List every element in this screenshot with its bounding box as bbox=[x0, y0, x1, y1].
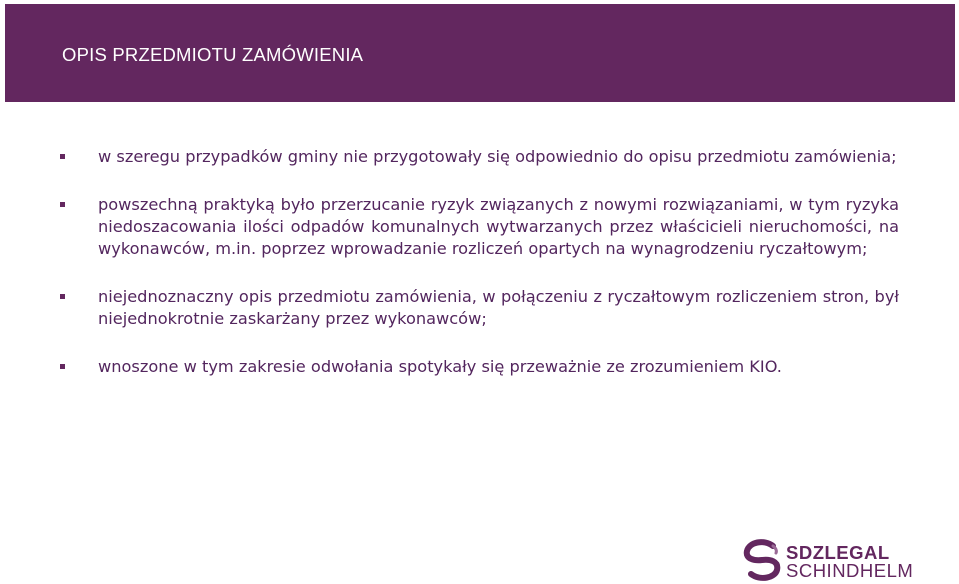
list-item-text: powszechną praktyką było przerzucanie ryzyk związanych z nowymi rozwiązaniami, w tym ryzyka niedoszacowania ilości odpadów komunalnych wytwarzanych przez właścicieli nieruchomości, na wykonawców, m.in. poprzez wprowadzanie rozliczeń opartych na wynagrodzeniu ryczałtowym; bbox=[98, 195, 899, 258]
page-title: OPIS PRZEDMIOTU ZAMÓWIENIA bbox=[62, 44, 364, 65]
list-item-text: wnoszone w tym zakresie odwołania spotykały się przeważnie ze zrozumieniem KIO. bbox=[98, 357, 782, 376]
logo-mark-icon bbox=[742, 539, 782, 581]
logo-text-line1: SDZLEGAL bbox=[786, 542, 890, 563]
list-item bbox=[59, 356, 899, 378]
list-item-text: w szeregu przypadków gminy nie przygotowały się odpowiednio do opisu przedmiotu zamówienia; bbox=[98, 147, 897, 166]
square-bullet-icon bbox=[60, 154, 65, 159]
logo-text-line2: SCHINDHELM bbox=[786, 560, 914, 581]
square-bullet-icon bbox=[60, 202, 65, 207]
list-item bbox=[59, 286, 899, 330]
square-bullet-icon bbox=[60, 294, 65, 299]
bullet-list bbox=[59, 146, 899, 378]
list-item bbox=[59, 194, 899, 260]
header-bar bbox=[5, 4, 955, 102]
list-item-text: niejednoznaczny opis przedmiotu zamówienia, w połączeniu z ryczałtowym rozliczeniem stron, był niejednokrotnie zaskarżany przez wykonawców; bbox=[98, 287, 899, 328]
square-bullet-icon bbox=[60, 364, 65, 369]
company-logo bbox=[742, 538, 922, 582]
list-item bbox=[59, 146, 899, 168]
